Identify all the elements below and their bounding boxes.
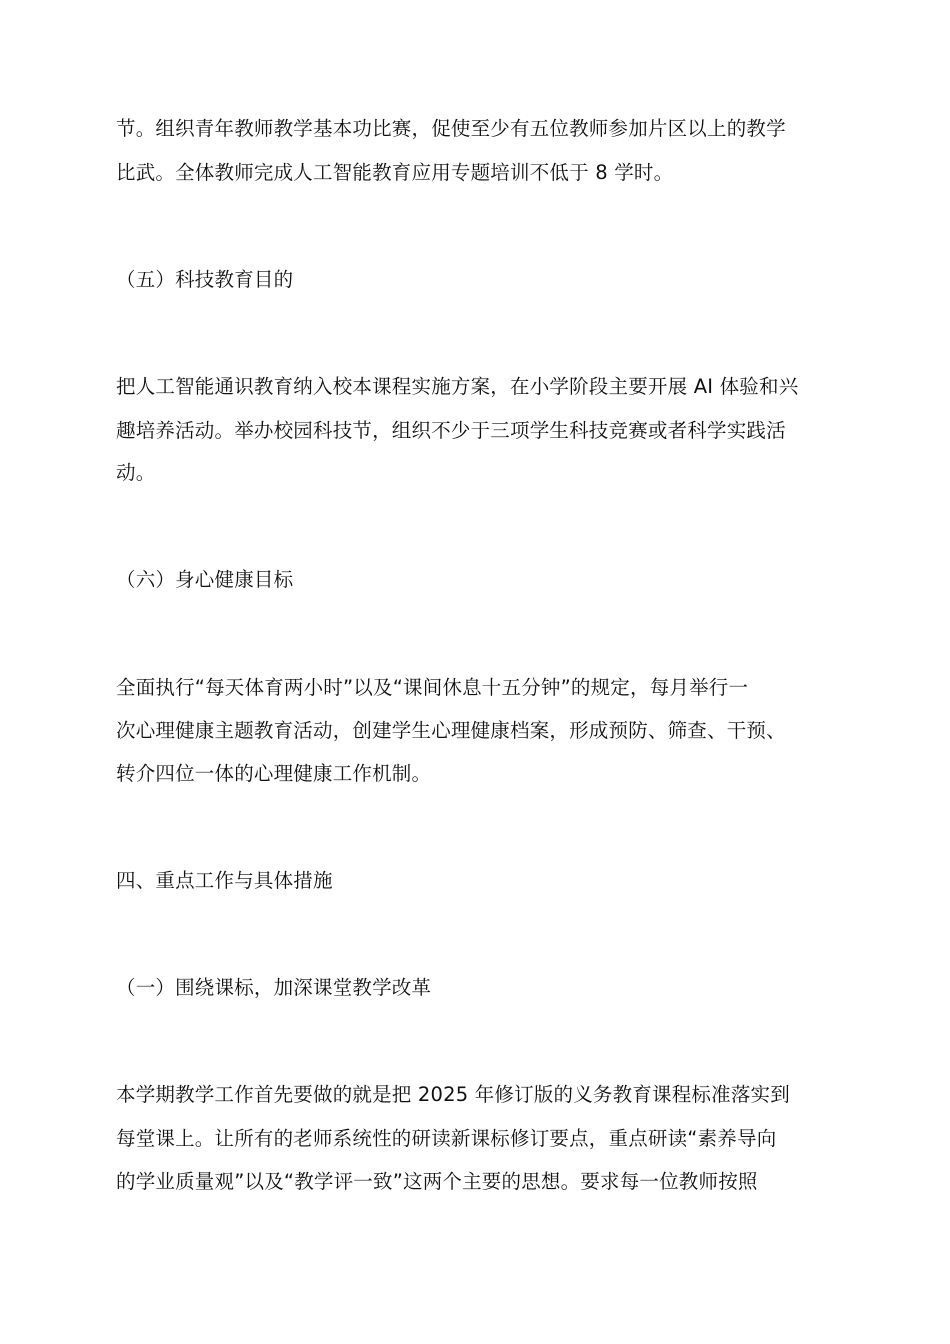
paragraph-line: 的学业质量观”以及“教学评一致”这两个主要的思想。要求每一位教师按照	[116, 1170, 758, 1193]
paragraph-line: 比武。全体教师完成人工智能教育应用专题培训不低于 8 学时。	[116, 161, 674, 184]
paragraph-line: 转介四位一体的心理健康工作机制。	[116, 762, 432, 785]
paragraph-line: 动。	[116, 461, 156, 484]
paragraph-line: 把人工智能通识教育纳入校本课程实施方案，在小学阶段主要开展 AI 体验和兴	[116, 375, 799, 398]
section-heading: （六）身心健康目标	[116, 568, 294, 591]
paragraph-line: 次心理健康主题教育活动，创建学生心理健康档案，形成预防、筛查、干预、	[116, 719, 786, 742]
section-heading: （一）围绕课标，加深课堂教学改革	[116, 976, 432, 999]
paragraph-line: 全面执行“每天体育两小时”以及“课间休息十五分钟”的规定，每月举行一	[116, 676, 749, 699]
paragraph-line: 趣培养活动。举办校园科技节，组织不少于三项学生科技竞赛或者科学实践活	[116, 419, 786, 442]
section-heading: 四、重点工作与具体措施	[116, 869, 333, 892]
paragraph-line: 本学期教学工作首先要做的就是把 2025 年修订版的义务教育课程标准落实到	[116, 1083, 790, 1106]
paragraph-line: 每堂课上。让所有的老师系统性的研读新课标修订要点，重点研读“素养导向	[116, 1127, 777, 1150]
section-heading: （五）科技教育目的	[116, 268, 294, 291]
paragraph-line: 节。组织青年教师教学基本功比赛，促使至少有五位教师参加片区以上的教学	[116, 117, 786, 140]
